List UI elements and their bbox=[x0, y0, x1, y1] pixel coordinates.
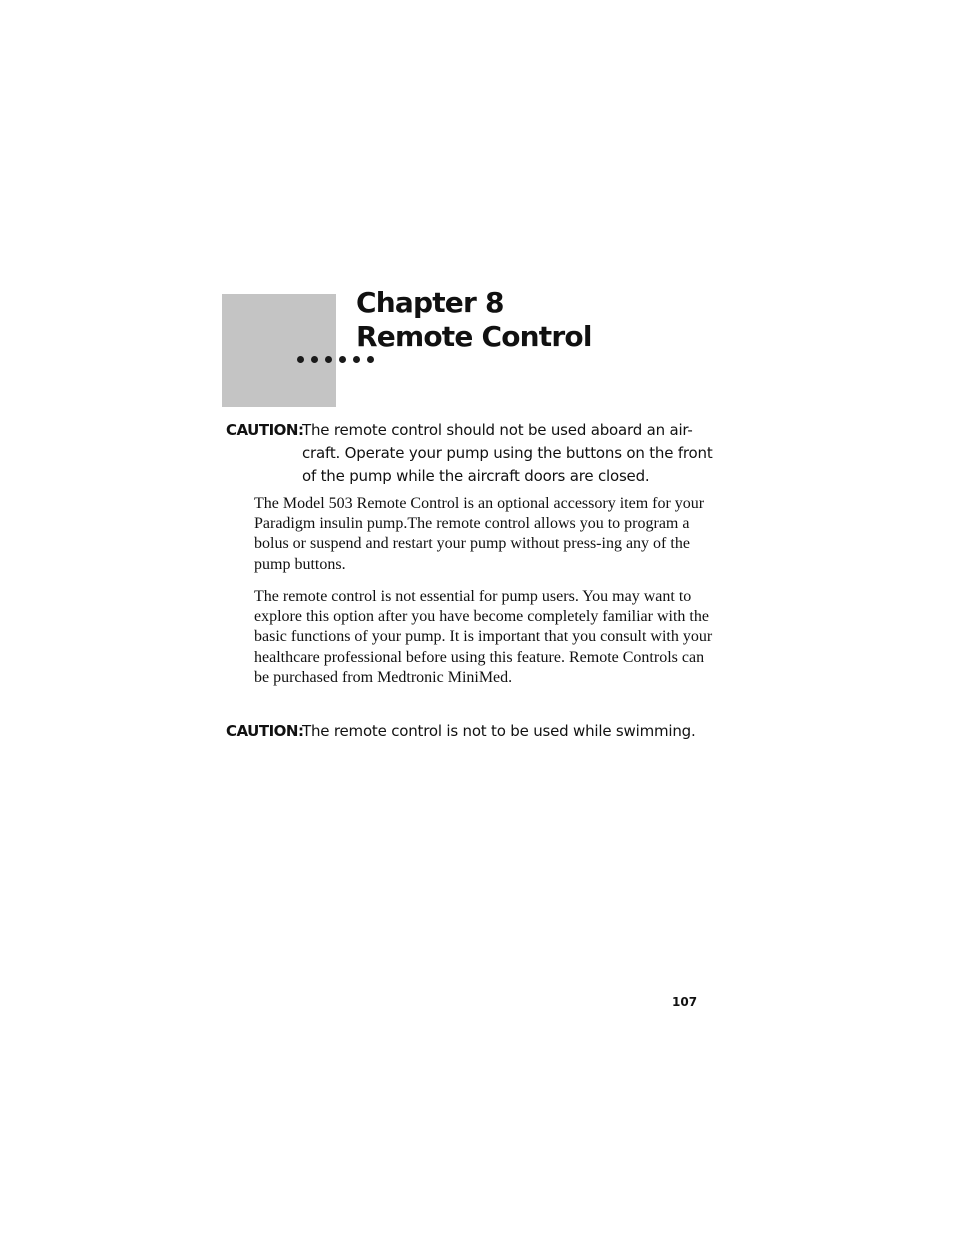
caution-text: The remote control should not be used aboard an air-craft. Operate your pump using the buttons on the front of the pump while the aircraft doors are closed. bbox=[302, 421, 713, 485]
caution-label: CAUTION: bbox=[226, 722, 304, 740]
dot-icon bbox=[297, 356, 304, 363]
chapter-number: Chapter 8 bbox=[356, 286, 504, 319]
caution-label: CAUTION: bbox=[226, 421, 304, 439]
chapter-tab-block bbox=[222, 294, 336, 407]
dot-icon bbox=[311, 356, 318, 363]
dot-icon bbox=[325, 356, 332, 363]
body-paragraph: The remote control is not essential for pump users. You may want to explore this option after you have become completely familiar with the basic functions of your pump. It is important that you consult with your healthcare professional before using this feature. Remote Controls can be purchased from Medtronic MiniMed. bbox=[254, 588, 713, 686]
dot-icon bbox=[367, 356, 374, 363]
chapter-title: Remote Control bbox=[356, 320, 592, 353]
dot-icon bbox=[353, 356, 360, 363]
chapter-heading bbox=[356, 286, 592, 354]
page-number: 107 bbox=[672, 995, 698, 1009]
body-paragraph: The Model 503 Remote Control is an optional accessory item for your Paradigm insulin pump.The remote control allows you to program a bolus or suspend and restart your pump without press-ing any of the pump buttons. bbox=[254, 495, 705, 573]
dot-icon bbox=[339, 356, 346, 363]
caution-text: The remote control is not to be used while swimming. bbox=[302, 722, 696, 740]
decorative-dots bbox=[297, 356, 374, 363]
